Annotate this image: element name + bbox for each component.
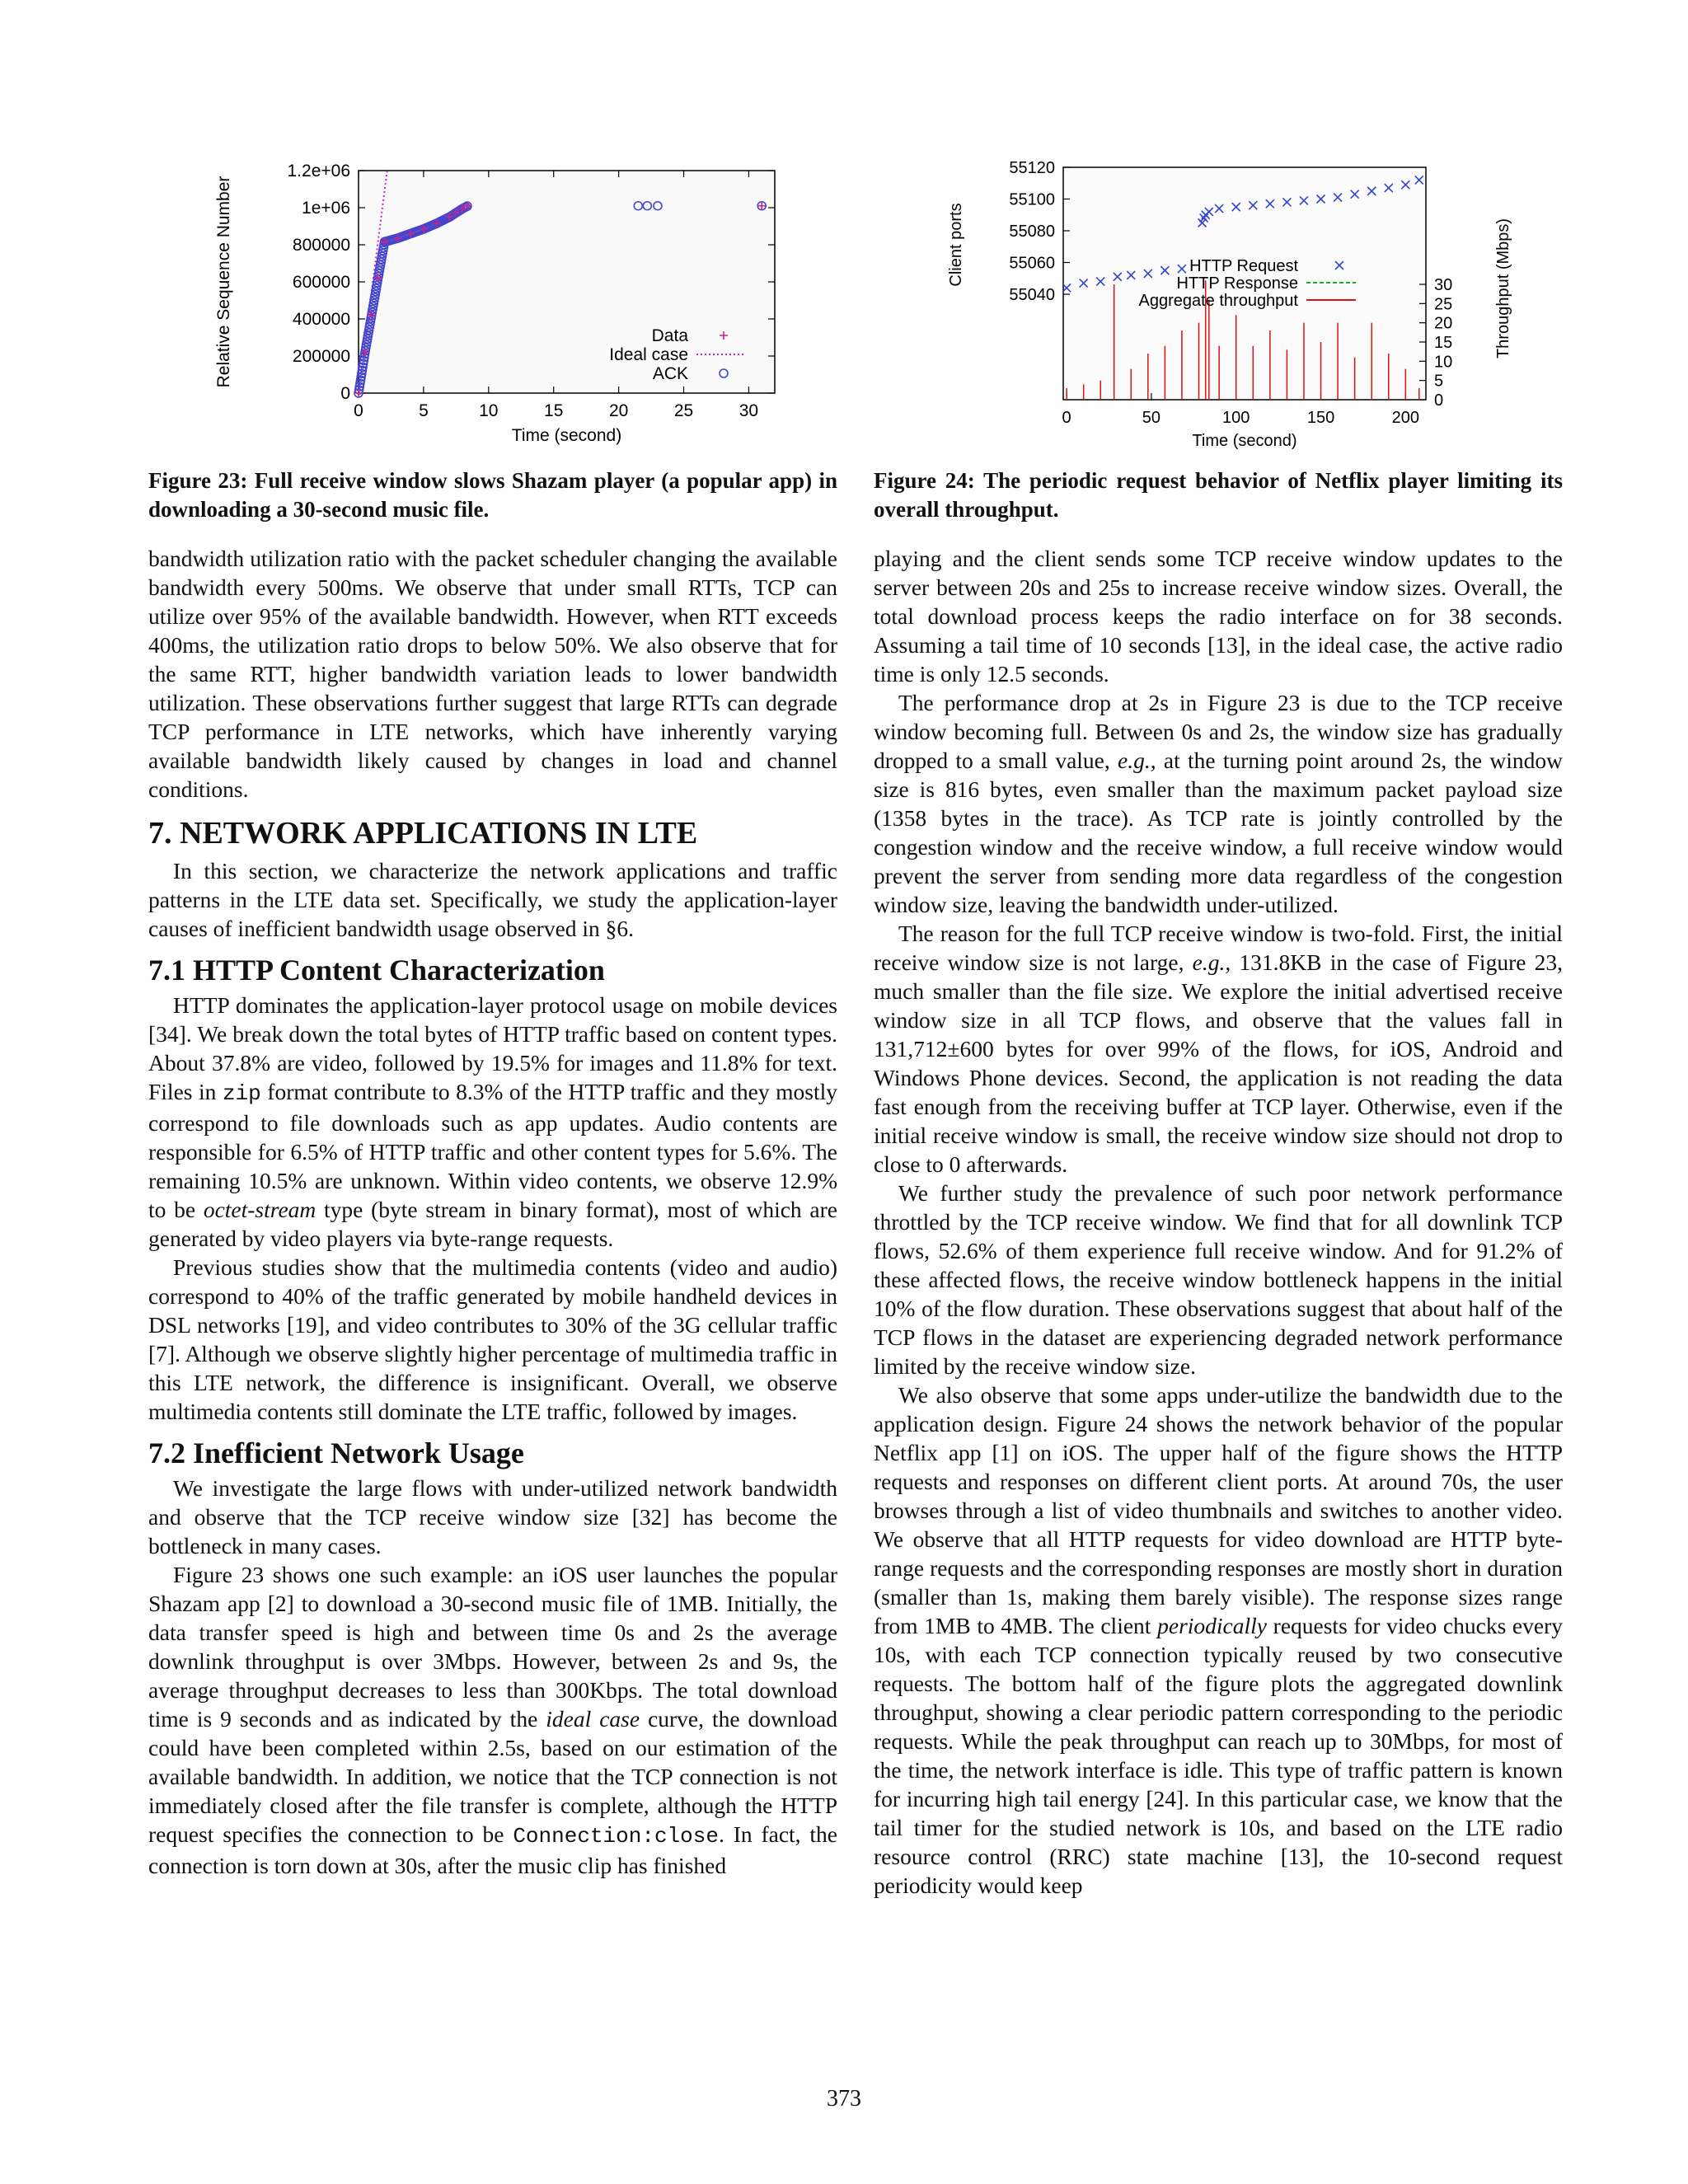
legend-label: ACK xyxy=(652,364,688,383)
legend-label: HTTP Response xyxy=(1176,274,1298,293)
subsection-heading-7-2: 7.2 Inefficient Network Usage xyxy=(148,1436,524,1469)
legend-label: Aggregate throughput xyxy=(1138,292,1298,310)
x-tick-label: 30 xyxy=(738,401,759,420)
y2-tick-label: 0 xyxy=(1434,391,1444,410)
text-run: type (byte stream in binary format), most of which are generated by video players via byte-range requests. xyxy=(148,1197,837,1251)
y2-tick-label: 30 xyxy=(1434,276,1453,294)
text-run: The reason for the full TCP receive window is two-fold. First, the initial receive window size is not large, xyxy=(874,921,1563,975)
y-axis-label-left: Client ports xyxy=(947,203,965,287)
figure-23 xyxy=(214,152,808,466)
text-run: Figure 23 shows one such example: an iOS user launches the popular Shazam app [2] to download a 30-second music file of 1MB. Initially, the data transfer speed is high and between time 0s and 2s the average downlink throughput is over 3Mbps. However, between 2s and 9s, the average throughput decreases to less than 300Kbps. The total download time is 9 seconds and as indicated by the xyxy=(148,1562,837,1732)
y-tick-label: 400000 xyxy=(292,310,350,329)
paragraph: We further study the prevalence of such poor network performance throttled by the TCP receive window. We find that for all downlink TCP flows, 52.6% of them experience full receive window. And for 91.2% of these affected flows, the receive window bottleneck happens in the initial 10% of the flow duration. These observations suggest that about half of the TCP flows in the dataset are experiencing degraded network performance limited by the receive window size. xyxy=(874,1180,1563,1379)
text-run: HTTP dominates the application-layer protocol usage on mobile devices [34]. We break down the total bytes of HTTP traffic based on content types. About 37.8% are video, followed by 19.5% for images and 11.8% for text. Files in xyxy=(148,992,837,1104)
y-tick-label: 1e+06 xyxy=(302,199,350,218)
italic-text: periodically xyxy=(1157,1613,1267,1638)
figure-24-chart xyxy=(940,152,1533,466)
x-tick-label: 0 xyxy=(1062,409,1071,427)
text-run: at the turning point around 2s, the window size is 816 bytes, even smaller than the maximum packet payload size (1358 bytes in the trace). As TCP rate is jointly controlled by the congestion window and the receive window, a full receive window would prevent the server from sending more data regardless of the congestion window size, leaving the bandwidth under-utilized. xyxy=(874,748,1563,917)
y-tick-label: 0 xyxy=(340,384,350,403)
subsection-heading-7-1: 7.1 HTTP Content Characterization xyxy=(148,954,605,987)
paragraph xyxy=(874,688,1563,919)
y-tick-label: 55060 xyxy=(1009,254,1055,273)
text-run: 131.8KB in the case of Figure 23, much smaller than the file size. We explore the initial advertised receive window size in all TCP flows, and observe that the values fall in 131,712±600 bytes for over 99% of the flows, for iOS, Android and Windows Phone devices. Second, the application is not reading the data fast enough from the receiving buffer at TCP layer. Otherwise, even if the initial receive window is small, the receive window size should not drop to close to 0 afterwards. xyxy=(874,949,1563,1177)
x-tick-label: 5 xyxy=(419,401,429,420)
italic-text: e.g., xyxy=(1118,748,1156,773)
figure-24 xyxy=(940,152,1533,466)
x-tick-label: 50 xyxy=(1142,409,1161,427)
text-run: The performance drop at 2s in Figure 23 is due to the TCP receive window becoming full. Between 0s and 2s, the window size has gradually dropped to a small value, xyxy=(874,690,1563,773)
legend-label: Data xyxy=(651,326,688,345)
x-tick-label: 25 xyxy=(673,401,694,420)
y-tick-label: 800000 xyxy=(292,236,350,255)
text-run: . In fact, the connection is torn down at 30s, after the music clip has finished xyxy=(148,1821,837,1878)
x-axis-label: Time (second) xyxy=(511,426,622,445)
y2-tick-label: 15 xyxy=(1434,334,1453,352)
left-body-text xyxy=(148,544,837,1880)
y-axis-label: Relative Sequence Number xyxy=(214,176,233,388)
x-tick-label: 20 xyxy=(608,401,629,420)
figure-23-caption: Figure 23: Full receive window slows Shazam player (a popular app) in downloading a 30-second music file. xyxy=(148,468,837,522)
x-tick-label: 15 xyxy=(544,401,564,420)
paragraph xyxy=(148,1560,837,1880)
y2-tick-label: 20 xyxy=(1434,314,1453,333)
x-axis-label: Time (second) xyxy=(1192,432,1297,450)
y-tick-label: 55120 xyxy=(1009,159,1055,177)
italic-text: ideal case xyxy=(546,1706,640,1732)
paragraph: In this section, we characterize the network applications and traffic patterns in the LTE data set. Specifically, we study the application-layer causes of inefficient bandwidth usage observed in §6. xyxy=(148,858,837,941)
y-tick-label: 600000 xyxy=(292,273,350,292)
text-run: requests for video chucks every 10s, with each TCP connection typically reused by two consecutive requests. The bottom half of the figure plots the aggregated downlink throughput, showing a clear periodic pattern corresponding to the periodic requests. While the peak throughput can reach up to 30Mbps, for most of the time, the network interface is idle. This type of traffic pattern is known for incurring high tail energy [24]. In this particular case, we know that the tail timer for the studied network is 10s, and based on the LTE radio resource control (RRC) state machine [13], the 10-second request periodicity would keep xyxy=(874,1613,1563,1898)
y-tick-label: 200000 xyxy=(292,347,350,366)
x-tick-label: 0 xyxy=(354,401,363,420)
x-tick-label: 10 xyxy=(479,401,499,420)
paragraph xyxy=(874,919,1563,1179)
code-text: zip xyxy=(222,1081,261,1106)
y-tick-label: 55100 xyxy=(1009,190,1055,209)
legend-label: HTTP Request xyxy=(1189,257,1298,275)
figure-23-chart xyxy=(214,152,808,466)
y2-tick-label: 25 xyxy=(1434,295,1453,314)
paragraph: We investigate the large flows with under-utilized network bandwidth and observe that the TCP receive window size [32] has become the bottleneck in many cases. xyxy=(148,1475,837,1558)
code-text: Connection:close xyxy=(513,1824,719,1849)
text-run: curve, the download could have been completed within 2.5s, based on our estimation of the available bandwidth. In addition, we notice that the TCP connection is not immediately closed after the file transfer is complete, although the HTTP request specifies the connection to be xyxy=(148,1706,837,1847)
y-tick-label: 55040 xyxy=(1009,286,1055,304)
plot-frame xyxy=(359,171,775,393)
x-tick-label: 200 xyxy=(1391,409,1420,427)
page-number: 373 xyxy=(827,2086,861,2111)
y-tick-label: 1.2e+06 xyxy=(287,162,350,180)
paragraph xyxy=(148,991,837,1253)
text-run: format contribute to 8.3% of the HTTP traffic and they mostly correspond to file downloads such as app updates. Audio contents are responsible for 6.5% of HTTP traffic and other content types for 5.6%. The remaining 10.5% are unknown. Within video contents, we observe 12.9% to be xyxy=(148,1079,837,1222)
y2-tick-label: 5 xyxy=(1434,372,1444,391)
paragraph xyxy=(874,1380,1563,1900)
y-axis-label-right: Throughput (Mbps) xyxy=(1494,218,1512,359)
figure-24-caption: Figure 24: The periodic request behavior of Netflix player limiting its overall throughput. xyxy=(874,468,1563,522)
x-tick-label: 100 xyxy=(1222,409,1250,427)
italic-text: e.g., xyxy=(1192,949,1231,975)
y2-tick-label: 10 xyxy=(1434,353,1453,372)
x-tick-label: 150 xyxy=(1306,409,1335,427)
text-run: We also observe that some apps under-utilize the bandwidth due to the application design. Figure 24 shows the network behavior of the popular Netflix app [1] on iOS. The upper half of the figure shows the HTTP requests and responses on different client ports. At around 70s, the user browses through a list of video thumbnails and switches to another video. We observe that all HTTP requests for video download are HTTP byte-range requests and the corresponding responses are mostly short in duration (smaller than 1s, making them barely visible). The response sizes range from 1MB to 4MB. The client xyxy=(874,1382,1563,1638)
legend-label: Ideal case xyxy=(609,345,688,364)
paragraph: playing and the client sends some TCP receive window updates to the server between 20s and 25s to increase receive window sizes. Overall, the total download process keeps the radio interface on for 38 seconds. Assuming a tail time of 10 seconds [13], in the ideal case, the active radio time is only 12.5 seconds. xyxy=(874,546,1563,687)
section-heading-7: 7. NETWORK APPLICATIONS IN LTE xyxy=(148,816,698,851)
italic-text: octet-stream xyxy=(203,1197,316,1222)
y-tick-label: 55080 xyxy=(1009,223,1055,241)
paragraph: bandwidth utilization ratio with the packet scheduler changing the available bandwidth every 500ms. We observe that under small RTTs, TCP can utilize over 95% of the available bandwidth. However, when RTT exceeds 400ms, the utilization ratio drops to below 50%. We also observe that for the same RTT, higher bandwidth variation leads to lower bandwidth utilization. These observations further suggest that large RTTs can degrade TCP performance in LTE networks, which have inherently varying available bandwidth likely caused by changes in load and channel conditions. xyxy=(148,546,837,802)
right-body-text xyxy=(874,544,1563,1900)
paragraph: Previous studies show that the multimedia contents (video and audio) correspond to 40% of the traffic generated by mobile handheld devices in DSL networks [19], and video contributes to 30% of the 3G cellular traffic [7]. Although we observe slightly higher percentage of multimedia traffic in this LTE network, the difference is insignificant. Overall, we observe multimedia contents still dominate the LTE traffic, followed by images. xyxy=(148,1254,837,1424)
